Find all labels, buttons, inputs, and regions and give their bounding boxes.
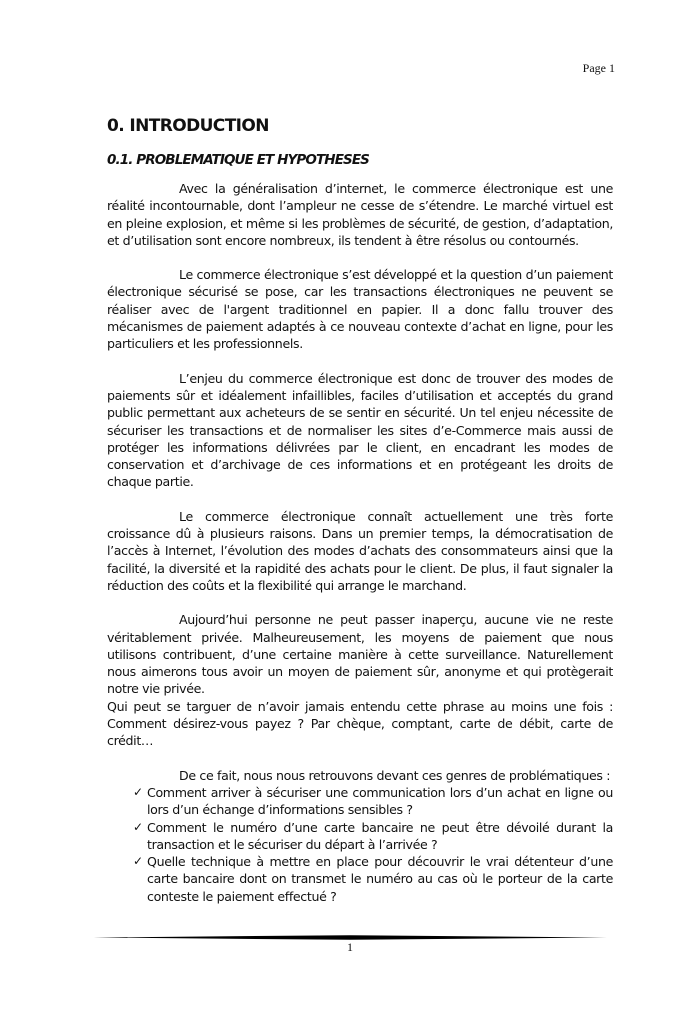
question-item xyxy=(133,853,613,905)
paragraph-5: Aujourd’hui personne ne peut passer inaperçu, aucune vie ne reste véritablement privée. Malheureusement, les moyens de paiement que nous utilisons contribuent, d’une certaine manière à cette surveillance. Naturellement nous aimerons tous avoir un moyen de paiement sûr, anonyme et qui protègerait notre vie privée. xyxy=(107,612,613,697)
document-body xyxy=(107,114,613,905)
chapter-title: 0. INTRODUCTION xyxy=(107,116,269,136)
paragraph-4: Le commerce électronique connaît actuellement une très forte croissance dû à plusieurs raisons. Dans un premier temps, la démocratisation de l’accès à Internet, l’évolution des modes d’achats des consommateurs ainsi que la facilité, la diversité et la rapidité des achats pour le client. De plus, il faut signaler la réduction des coûts et la flexibilité qui arrange le marchand. xyxy=(107,508,613,593)
paragraph-2: Le commerce électronique s’est développé et la question d’un paiement électronique sécurisé se pose, car les transactions électroniques ne peuvent se réaliser avec de l'argent traditionnel en papier. Il a donc fallu trouver des mécanismes de paiement adaptés à ce nouveau contexte d’achat en ligne, pour les particuliers et les professionnels. xyxy=(107,267,613,352)
question-item xyxy=(133,819,613,854)
page-number: 1 xyxy=(347,940,353,954)
page-header-label: Page 1 xyxy=(582,61,615,75)
footer-divider xyxy=(93,935,607,939)
question-text: Comment le numéro d’une carte bancaire ne peut être dévoilé durant la transaction et le sécuriser du départ à l’arrivée ? xyxy=(147,819,613,852)
question-item xyxy=(133,784,613,819)
paragraph-3: L’enjeu du commerce électronique est donc de trouver des modes de paiements sûr et idéalement infaillibles, faciles d’utilisation et acceptés du grand public permettant aux acheteurs de se sentir en sécurité. Un tel enjeu nécessite de sécuriser les transactions et de normaliser les sites d’e-Commerce mais aussi de protéger les informations délivrées par le client, en encadrant les modes de conservation et d’archivage de ces informations et en protégeant les droits de chaque partie. xyxy=(107,370,613,490)
checkmark-icon: ✓ xyxy=(133,854,143,869)
question-list xyxy=(107,784,613,905)
paragraph-1: Avec la généralisation d’internet, le commerce électronique est une réalité incontournable, dont l’ampleur ne cesse de s’étendre. Le marché virtuel est en pleine explosion, et même si les problèmes de sécurité, de gestion, d’adaptation, et d’utilisation sont encore nombreux, ils tendent à être résolus ou contournés. xyxy=(107,181,613,248)
question-text: Comment arriver à sécuriser une communication lors d’un achat en ligne ou lors d’un échange d’informations sensibles ? xyxy=(147,784,613,818)
section-title: 0.1. PROBLEMATIQUE ET HYPOTHESES xyxy=(107,152,369,168)
checkmark-icon: ✓ xyxy=(133,819,143,834)
paragraph-7: De ce fait, nous nous retrouvons devant ces genres de problématiques : xyxy=(179,767,611,783)
checkmark-icon: ✓ xyxy=(133,784,143,799)
question-text: Quelle technique à mettre en place pour découvrir le vrai détenteur d’une carte bancaire dont on transmet le numéro au cas où le porteur de la carte conteste le paiement effectué ? xyxy=(147,854,613,904)
paragraph-6: Qui peut se targuer de n’avoir jamais entendu cette phrase au moins une fois : Comment désirez-vous payez ? Par chèque, comptant, carte de débit, carte de crédit… xyxy=(107,698,613,749)
